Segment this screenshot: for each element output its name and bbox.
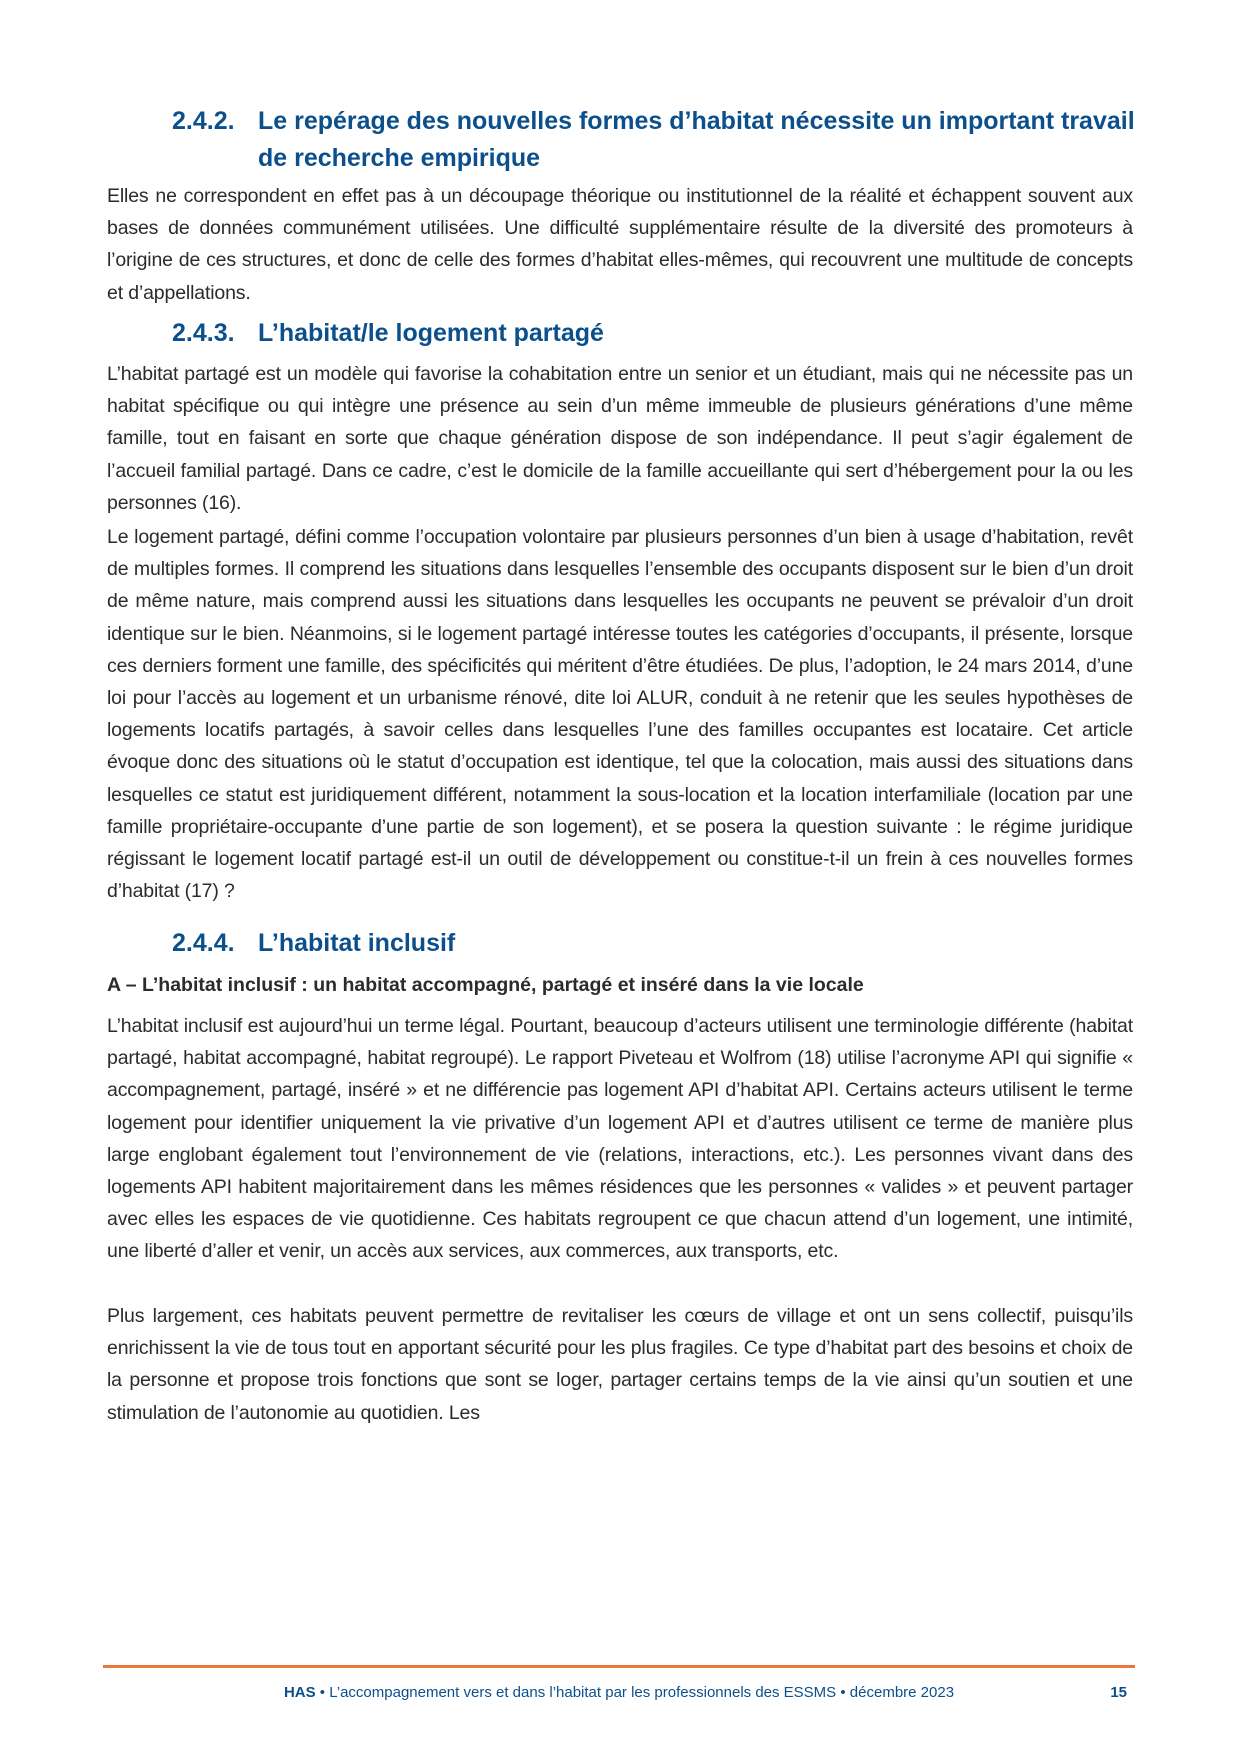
paragraph: L’habitat inclusif est aujourd’hui un terme légal. Pourtant, beaucoup d’acteurs utilisent une terminologie différente (habitat partagé, habitat accompagné, habitat regroupé). Le rapport Piveteau et Wolfrom (18) utilise l’acronyme API qui signifie « accompagnement, partagé, inséré » et ne différencie pas logement API d’habitat API. Certains acteurs utilisent le terme logement pour identifier uniquement la vie privative d’un logement API et d’autres utilisent ce terme de manière plus large englobant également tout l’environnement de vie (relations, interactions, etc.). Les personnes vivant dans des logements API habitent majoritairement dans les mêmes résidences que les personnes « valides » et peuvent partager avec elles les espaces de vie quotidienne. Ces habitats regroupent ce que chacun attend d’un logement, une intimité, une liberté d’aller et venir, un accès aux services, aux commerces, aux transports, etc. (107, 1015, 1133, 1263)
section-heading-2-4-2 (172, 103, 1142, 177)
page-number: 15 (1110, 1684, 1127, 1701)
footer-separator: • (840, 1684, 846, 1701)
section-title: Le repérage des nouvelles formes d’habitat nécessite un important travail de recherche empirique (258, 107, 1135, 172)
section-title: L’habitat/le logement partagé (258, 319, 604, 347)
section-title: L’habitat inclusif (258, 929, 456, 957)
footer-text (103, 1683, 1135, 1703)
footer-date: décembre 2023 (849, 1684, 955, 1701)
section-heading-2-4-4 (172, 925, 1142, 962)
paragraph: Elles ne correspondent en effet pas à un découpage théorique ou institutionnel de la réalité et échappent souvent aux bases de données communément utilisées. Une difficulté supplémentaire résulte de la diversité des promoteurs à l’origine de ces structures, et donc de celle des formes d’habitat elles-mêmes, qui recouvrent une multitude de concepts et d’appellations. (107, 185, 1133, 304)
section-number: 2.4.4. (172, 929, 235, 957)
footer-brand: HAS (283, 1684, 316, 1701)
footer-document-title: L’accompagnement vers et dans l’habitat par les professionnels des ESSMS (329, 1684, 837, 1701)
section-number: 2.4.3. (172, 319, 235, 347)
paragraph: Plus largement, ces habitats peuvent permettre de revitaliser les cœurs de village et ont un sens collectif, puisqu’ils enrichissent la vie de tous tout en apportant sécurité pour les plus fragiles. Ce type d’habitat part des besoins et choix de la personne et propose trois fonctions que sont se loger, partager certains temps de la vie ainsi qu’un soutien et une stimulation de l’autonomie au quotidien. Les (107, 1305, 1133, 1424)
footer-separator: • (319, 1684, 326, 1701)
section-heading-2-4-3 (172, 315, 1142, 352)
subheading: A – L’habitat inclusif : un habitat accompagné, partagé et inséré dans la vie locale (107, 974, 864, 996)
footer-divider (103, 1665, 1135, 1668)
paragraph: Le logement partagé, défini comme l’occupation volontaire par plusieurs personnes d’un bien à usage d’habitation, revêt de multiples formes. Il comprend les situations dans lesquelles l’ensemble des occupants disposent sur le bien d’un droit de même nature, mais comprend aussi les situations dans lesquelles les occupants ne peuvent se prévaloir d’un droit identique sur le bien. Néanmoins, si le logement partagé intéresse toutes les catégories d’occupants, il présente, lorsque ces derniers forment une famille, des spécificités qui méritent d’être étudiées. De plus, l’adoption, le 24 mars 2014, d’une loi pour l’accès au logement et un urbanisme rénové, dite loi ALUR, conduit à ne retenir que les seules hypothèses de logements locatifs partagés, à savoir celles dans lesquelles l’une des familles occupantes est locataire. Cet article évoque donc des situations où le statut d’occupation est identique, tel que la colocation, mais aussi des situations dans lesquelles ce statut est juridiquement différent, notamment la sous-location et la location interfamiliale (location par une famille propriétaire-occupante d’une partie de son logement), et se posera la question suivante : le régime juridique régissant le logement locatif partagé est-il un outil de développement ou constitue-t-il un frein à ces nouvelles formes d’habitat (17) ? (107, 526, 1133, 903)
section-number: 2.4.2. (172, 107, 235, 135)
paragraph: L’habitat partagé est un modèle qui favorise la cohabitation entre un senior et un étudiant, mais qui ne nécessite pas un habitat spécifique ou qui intègre une présence au sein d’un même immeuble de plusieurs générations d’une même famille, tout en faisant en sorte que chaque génération dispose de son indépendance. Il peut s’agir également de l’accueil familial partagé. Dans ce cadre, c’est le domicile de la famille accueillante qui sert d’hébergement pour la ou les personnes (16). (107, 363, 1133, 514)
